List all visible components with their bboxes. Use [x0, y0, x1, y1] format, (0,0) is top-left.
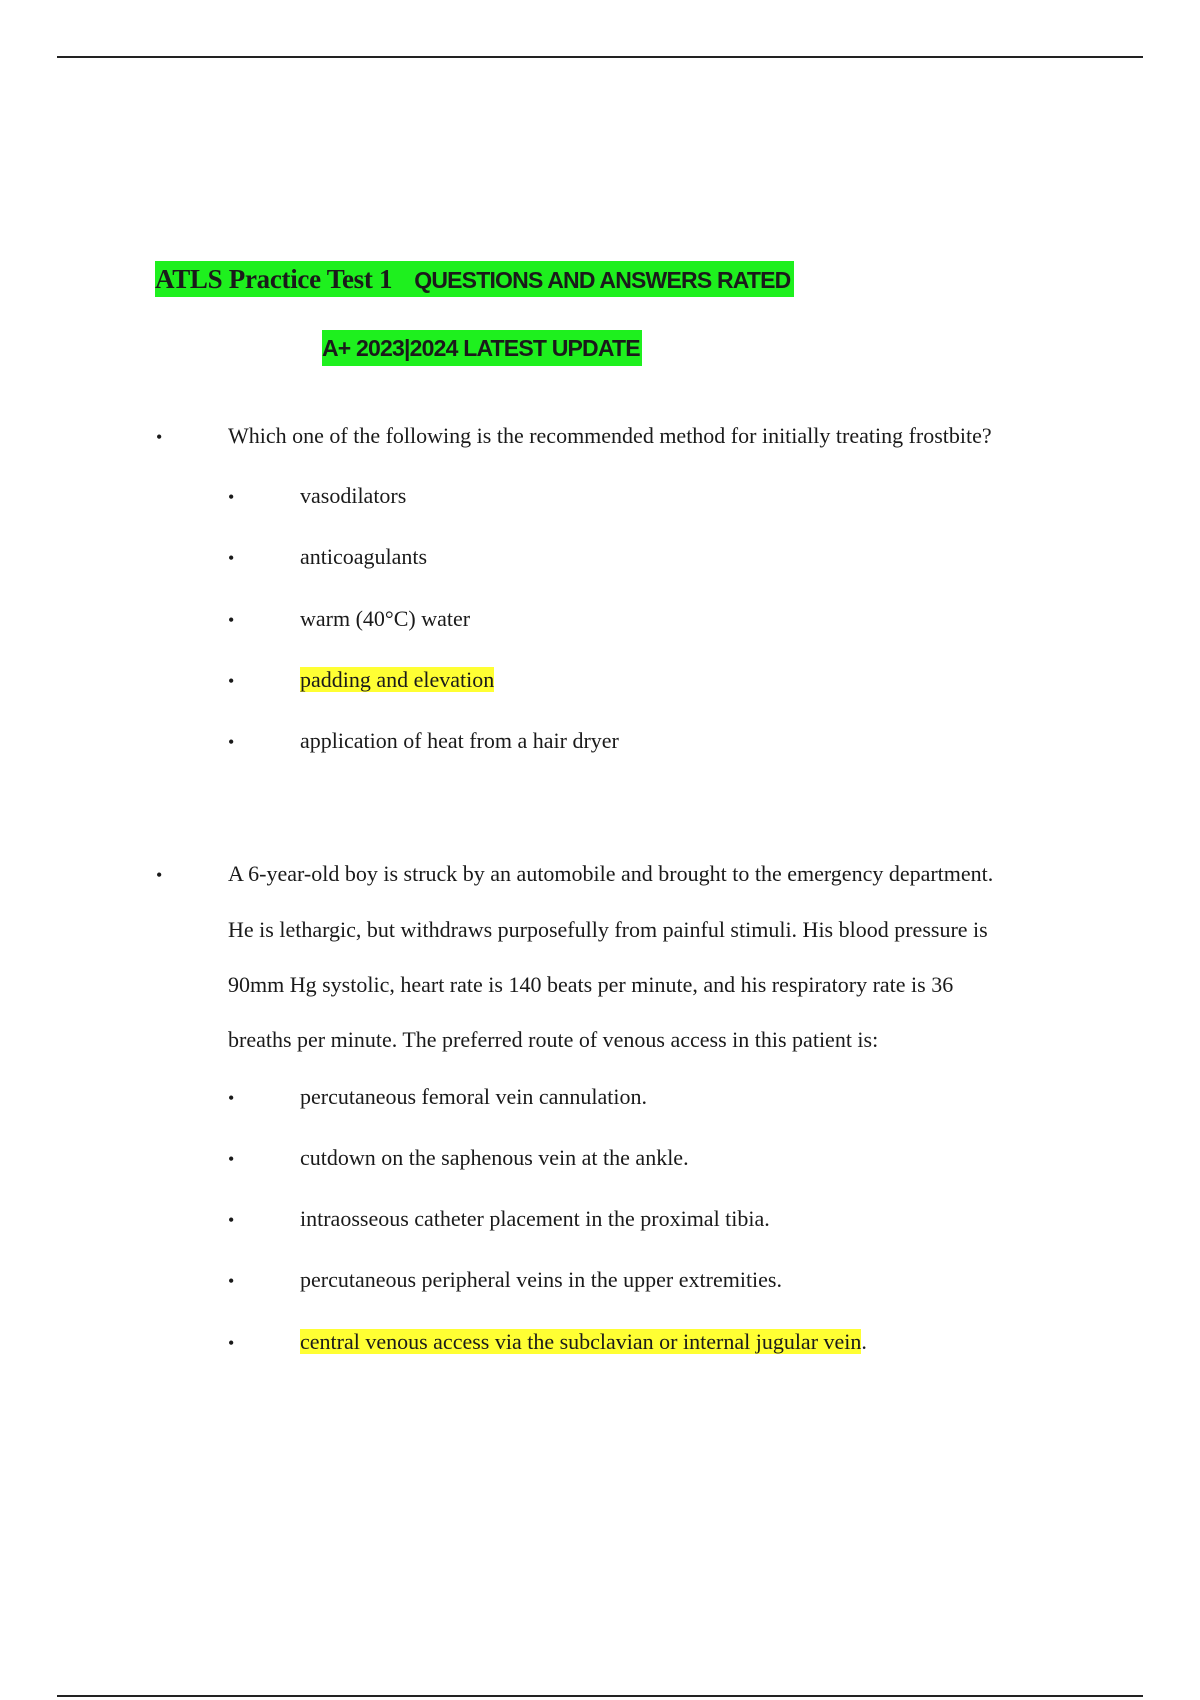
option-text: percutaneous peripheral veins in the upper extremities. — [300, 1267, 782, 1292]
option-bullet: • — [228, 548, 235, 568]
option-text: application of heat from a hair dryer — [300, 728, 619, 753]
option-text: cutdown on the saphenous vein at the ankle. — [300, 1145, 689, 1170]
option-bullet: • — [228, 610, 235, 630]
answer-option — [300, 726, 619, 756]
title-part-1: ATLS Practice Test 1 — [155, 264, 393, 294]
option-bullet: • — [228, 1088, 235, 1108]
document-title — [155, 261, 794, 297]
answer-option — [300, 1265, 782, 1295]
option-text: percutaneous femoral vein cannulation. — [300, 1084, 647, 1109]
document-subtitle — [322, 330, 642, 366]
highlighted-answer: padding and elevation — [300, 667, 495, 692]
question-text-line: He is lethargic, but withdraws purposefully from painful stimuli. His blood pressure is — [228, 917, 988, 942]
option-text: vasodilators — [300, 483, 407, 508]
option-bullet: • — [228, 671, 235, 691]
highlighted-answer: central venous access via the subclavian or internal jugular vein — [300, 1329, 862, 1354]
top-rule — [57, 56, 1143, 58]
title-part-2: QUESTIONS AND ANSWERS RATED — [414, 267, 791, 293]
question-text-line: A 6-year-old boy is struck by an automobile and brought to the emergency department. — [228, 861, 994, 886]
option-bullet: • — [228, 732, 235, 752]
answer-option — [300, 481, 406, 511]
answer-option — [300, 1204, 770, 1234]
answer-option-correct — [300, 1327, 867, 1357]
question-text-line: breaths per minute. The preferred route of venous access in this patient is: — [228, 1027, 879, 1052]
question-text-line: 90mm Hg systolic, heart rate is 140 beats per minute, and his respiratory rate is 36 — [228, 972, 954, 997]
option-trailing-period: . — [861, 1329, 867, 1354]
question-text-line: Which one of the following is the recommended method for initially treating frostbite? — [228, 423, 992, 448]
answer-option — [300, 604, 470, 634]
option-bullet: • — [228, 1149, 235, 1169]
answer-option-correct — [300, 665, 494, 695]
option-text: intraosseous catheter placement in the proximal tibia. — [300, 1206, 770, 1231]
answer-option — [300, 1082, 647, 1112]
option-bullet: • — [228, 487, 235, 507]
question-bullet: • — [156, 865, 163, 885]
option-text: warm (40°C) water — [300, 606, 471, 631]
option-bullet: • — [228, 1210, 235, 1230]
answer-option — [300, 1143, 689, 1173]
option-bullet: • — [228, 1271, 235, 1291]
option-text: anticoagulants — [300, 544, 428, 569]
question-bullet: • — [156, 427, 163, 447]
option-bullet: • — [228, 1333, 235, 1353]
subtitle-text: A+ 2023|2024 LATEST UPDATE — [322, 335, 640, 361]
bottom-rule — [57, 1695, 1143, 1697]
answer-option — [300, 542, 427, 572]
